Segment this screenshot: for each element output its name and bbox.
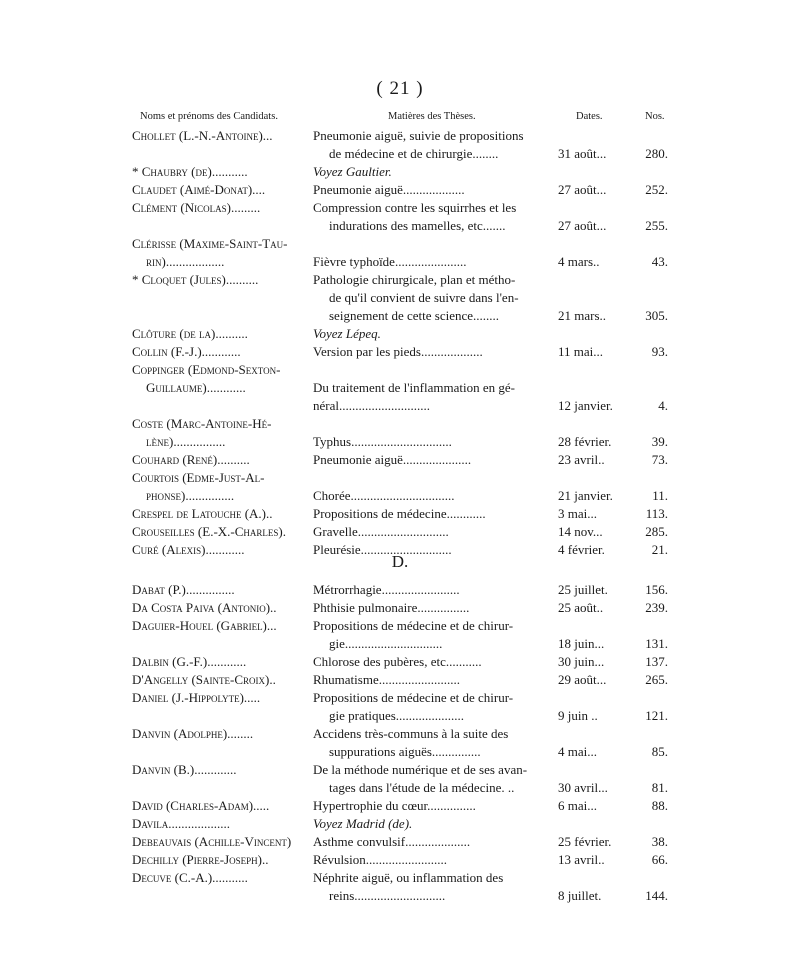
- thesis-subject: [313, 671, 557, 689]
- thesis-subject: [313, 725, 557, 761]
- thesis-number: 239.: [645, 600, 668, 615]
- thesis-date: 4 mai...: [558, 744, 597, 759]
- list-item: [0, 451, 800, 469]
- candidate-name-line: Danvin (Adolphe)........: [132, 726, 254, 741]
- thesis-subject-line: Version par les pieds...................: [313, 344, 483, 359]
- thesis-subject-line: Phthisie pulmonaire................: [313, 600, 470, 615]
- thesis-subject-line: Hypertrophie du cœur...............: [313, 798, 476, 813]
- thesis-subject: [313, 653, 557, 671]
- thesis-date: 8 juillet.: [558, 888, 602, 903]
- thesis-subject: [313, 361, 557, 415]
- thesis-number: 285.: [645, 524, 668, 539]
- thesis-subject: [313, 325, 557, 343]
- thesis-subject-line: de qu'il convient de suivre dans l'en-: [329, 290, 519, 305]
- list-item: [0, 599, 800, 617]
- header-names: Noms et prénoms des Candidats.: [140, 111, 278, 122]
- thesis-subject-line: Chlorose des pubères, etc...........: [313, 654, 482, 669]
- thesis-date: 25 août..: [558, 600, 604, 615]
- candidate-name: [132, 851, 307, 869]
- candidate-name-line: Dechilly (Pierre-Joseph)..: [132, 852, 269, 867]
- thesis-subject-line: [313, 415, 557, 433]
- section-d-entries: [0, 581, 800, 905]
- thesis-subject: [313, 343, 557, 361]
- candidate-name: [132, 523, 307, 541]
- candidate-name: [132, 235, 307, 271]
- list-item: [0, 235, 800, 271]
- thesis-subject-line: Propositions de médecine............: [313, 506, 486, 521]
- candidate-name-line: Danvin (B.).............: [132, 762, 237, 777]
- candidate-name: [132, 815, 307, 833]
- thesis-subject-line: de médecine et de chirurgie........: [329, 146, 499, 161]
- thesis-date: 21 janvier.: [558, 488, 613, 503]
- candidate-name: [132, 415, 307, 451]
- thesis-date: 21 mars..: [558, 308, 607, 323]
- candidate-name-line: Coste (Marc-Antoine-Hé-: [132, 416, 272, 431]
- header-dates: Dates.: [576, 111, 603, 122]
- thesis-number: 255.: [645, 218, 668, 233]
- thesis-subject-line: [313, 235, 557, 253]
- thesis-number: 11.: [652, 488, 668, 503]
- candidate-name: [132, 869, 307, 887]
- thesis-subject-line: Métrorrhagie........................: [313, 582, 460, 597]
- list-item: [0, 415, 800, 451]
- candidate-name: [132, 163, 307, 181]
- thesis-subject: [313, 469, 557, 505]
- thesis-number: 144.: [645, 888, 668, 903]
- thesis-number: 113.: [645, 506, 668, 521]
- thesis-subject: [313, 163, 557, 181]
- thesis-subject-line: De la méthode numérique et de ses avan-: [313, 762, 528, 777]
- thesis-subject-line: Néphrite aiguë, ou inflammation des: [313, 870, 504, 885]
- thesis-number: 66.: [651, 852, 668, 867]
- candidate-name-line: Chollet (L.-N.-Antoine)...: [132, 128, 273, 143]
- candidate-name: [132, 271, 307, 289]
- thesis-number: 4.: [658, 398, 668, 413]
- thesis-subject-line: Voyez Lépeq.: [313, 326, 381, 341]
- page-number: ( 21 ): [376, 78, 424, 99]
- thesis-number: 252.: [645, 182, 668, 197]
- list-item: [0, 671, 800, 689]
- thesis-subject: [313, 235, 557, 271]
- candidate-name-line: Decuve (C.-A.)...........: [132, 870, 248, 885]
- thesis-subject: [313, 869, 557, 905]
- thesis-number: 137.: [645, 654, 668, 669]
- thesis-subject-line: gie..............................: [329, 636, 443, 651]
- thesis-date: 6 mai...: [558, 798, 597, 813]
- thesis-number: 81.: [651, 780, 668, 795]
- candidate-name-line: Daguier-Houel (Gabriel)...: [132, 618, 277, 633]
- thesis-subject-line: Gravelle............................: [313, 524, 449, 539]
- thesis-subject-line: Voyez Gaultier.: [313, 164, 392, 179]
- candidate-name-line: Dalbin (G.-F.)............: [132, 654, 247, 669]
- thesis-number: 121.: [645, 708, 668, 723]
- list-item: [0, 617, 800, 653]
- thesis-date: 31 août...: [558, 146, 607, 161]
- candidate-name: [132, 127, 307, 145]
- candidate-name-line: Debeauvais (Achille-Vincent): [132, 834, 292, 849]
- list-item: [0, 689, 800, 725]
- candidate-name-line: Dabat (P.)...............: [132, 582, 235, 597]
- candidate-name-line: * Cloquet (Jules)..........: [132, 272, 259, 287]
- candidate-name-line: Couhard (René)..........: [132, 452, 250, 467]
- list-item: [0, 181, 800, 199]
- thesis-number: 43.: [651, 254, 668, 269]
- candidate-name-line: David (Charles-Adam).....: [132, 798, 270, 813]
- candidate-name: [132, 451, 307, 469]
- thesis-subject-line: tages dans l'étude de la médecine. ..: [329, 780, 515, 795]
- candidate-name-line: Clément (Nicolas).........: [132, 200, 261, 215]
- list-item: [0, 199, 800, 235]
- candidate-name-line: D'Angelly (Sainte-Croix)..: [132, 672, 276, 687]
- candidate-name-line: Collin (F.-J.)............: [132, 344, 241, 359]
- thesis-subject: [313, 617, 557, 653]
- thesis-date: 25 février.: [558, 834, 612, 849]
- list-item: [0, 343, 800, 361]
- thesis-subject: [313, 505, 557, 523]
- list-item: [0, 653, 800, 671]
- list-item: [0, 163, 800, 181]
- candidate-name: [132, 581, 307, 599]
- thesis-subject-line: Pneumonie aiguë, suivie de propositions: [313, 128, 524, 143]
- thesis-number: 265.: [645, 672, 668, 687]
- thesis-subject: [313, 181, 557, 199]
- thesis-number: 131.: [645, 636, 668, 651]
- thesis-subject-line: suppurations aiguës...............: [329, 744, 481, 759]
- column-header: [0, 111, 800, 127]
- thesis-subject-line: gie pratiques.....................: [329, 708, 465, 723]
- thesis-subject: [313, 415, 557, 451]
- thesis-subject-line: Chorée................................: [313, 488, 455, 503]
- list-item: [0, 581, 800, 599]
- thesis-subject: [313, 815, 557, 833]
- thesis-date: 27 août...: [558, 182, 607, 197]
- candidate-name: [132, 469, 307, 505]
- list-item: [0, 469, 800, 505]
- header-numbers: Nos.: [645, 111, 665, 122]
- candidate-name: [132, 325, 307, 343]
- candidate-name-line: Courtois (Edme-Just-Al-: [132, 470, 265, 485]
- thesis-date: 13 avril..: [558, 852, 605, 867]
- list-item: [0, 869, 800, 905]
- candidate-name-line: Claudet (Aimé-Donat)....: [132, 182, 266, 197]
- thesis-subject-line: Pleurésie............................: [313, 542, 452, 557]
- thesis-subject: [313, 127, 557, 163]
- thesis-number: 93.: [651, 344, 668, 359]
- candidate-name-line: Coppinger (Edmond-Sexton-: [132, 362, 281, 377]
- thesis-date: 4 mars..: [558, 254, 600, 269]
- list-item: [0, 505, 800, 523]
- thesis-subject-line: Fièvre typhoïde......................: [313, 254, 467, 269]
- header-subjects: Matières des Thèses.: [388, 111, 476, 122]
- candidate-name-line: Davila...................: [132, 816, 230, 831]
- candidate-name: [132, 617, 307, 635]
- candidate-name: [132, 343, 307, 361]
- list-item: [0, 361, 800, 415]
- thesis-subject: [313, 851, 557, 869]
- thesis-date: 11 mai...: [558, 344, 604, 359]
- candidate-name: [132, 689, 307, 707]
- thesis-subject: [313, 581, 557, 599]
- thesis-date: 12 janvier.: [558, 398, 613, 413]
- thesis-number: 39.: [651, 434, 668, 449]
- thesis-subject-line: Asthme convulsif....................: [313, 834, 471, 849]
- thesis-subject-line: reins............................: [329, 888, 446, 903]
- thesis-subject: [313, 271, 557, 325]
- candidate-name-line: rin)..................: [146, 254, 225, 269]
- candidate-name-line: Crouseilles (E.-X.-Charles).: [132, 524, 286, 539]
- thesis-date: 30 avril...: [558, 780, 608, 795]
- candidate-name: [132, 199, 307, 217]
- thesis-subject-line: Compression contre les squirrhes et les: [313, 200, 517, 215]
- thesis-number: 280.: [645, 146, 668, 161]
- list-item: [0, 851, 800, 869]
- thesis-subject-line: Propositions de médecine et de chirur-: [313, 690, 514, 705]
- thesis-date: 25 juillet.: [558, 582, 608, 597]
- thesis-subject-line: Pneumonie aiguë.....................: [313, 452, 472, 467]
- thesis-subject-line: Révulsion.........................: [313, 852, 447, 867]
- thesis-date: 29 août...: [558, 672, 607, 687]
- thesis-number: 156.: [645, 582, 668, 597]
- candidate-name-line: Da Costa Paiva (Antonio)..: [132, 600, 277, 615]
- thesis-subject-line: [313, 361, 557, 379]
- section-c-entries: [0, 127, 800, 559]
- candidate-name: [132, 181, 307, 199]
- thesis-date: 3 mai...: [558, 506, 597, 521]
- thesis-date: 30 juin...: [558, 654, 605, 669]
- list-item: [0, 325, 800, 343]
- thesis-subject: [313, 199, 557, 235]
- thesis-number: 73.: [651, 452, 668, 467]
- list-item: [0, 725, 800, 761]
- thesis-subject-line: Propositions de médecine et de chirur-: [313, 618, 514, 633]
- candidate-name: [132, 761, 307, 779]
- candidate-name: [132, 797, 307, 815]
- thesis-date: 4 février.: [558, 542, 605, 557]
- list-item: [0, 797, 800, 815]
- candidate-name: [132, 361, 307, 397]
- thesis-date: 9 juin ..: [558, 708, 598, 723]
- list-item: [0, 833, 800, 851]
- thesis-subject-line: indurations des mamelles, etc.......: [329, 218, 506, 233]
- thesis-date: 27 août...: [558, 218, 607, 233]
- thesis-subject-line: Du traitement de l'inflammation en gé-: [313, 380, 515, 395]
- thesis-number: 305.: [645, 308, 668, 323]
- thesis-date: 18 juin...: [558, 636, 605, 651]
- candidate-name-line: phonse)...............: [146, 488, 235, 503]
- list-item: [0, 761, 800, 797]
- candidate-name-line: Guillaume)............: [146, 380, 246, 395]
- thesis-subject-line: Voyez Madrid (de).: [313, 816, 413, 831]
- thesis-subject-line: Pneumonie aiguë...................: [313, 182, 465, 197]
- candidate-name-line: Crespel de Latouche (A.)..: [132, 506, 273, 521]
- thesis-subject-line: Accidens très-communs à la suite des: [313, 726, 509, 741]
- candidate-name-line: Clôture (de la)..........: [132, 326, 248, 341]
- candidate-name: [132, 671, 307, 689]
- thesis-date: 14 nov...: [558, 524, 603, 539]
- list-item: [0, 815, 800, 833]
- thesis-subject-line: Typhus...............................: [313, 434, 452, 449]
- candidate-name: [132, 653, 307, 671]
- candidate-name-line: Curé (Alexis)............: [132, 542, 245, 557]
- candidate-name: [132, 505, 307, 523]
- list-item: [0, 127, 800, 163]
- thesis-subject: [313, 797, 557, 815]
- thesis-subject: [313, 599, 557, 617]
- candidate-name: [132, 833, 307, 851]
- thesis-subject-line: néral............................: [313, 398, 430, 413]
- candidate-name: [132, 599, 307, 617]
- thesis-subject: [313, 833, 557, 851]
- thesis-subject-line: Pathologie chirurgicale, plan et métho-: [313, 272, 516, 287]
- list-item: [0, 523, 800, 541]
- thesis-subject-line: [313, 469, 557, 487]
- thesis-subject: [313, 761, 557, 797]
- candidate-name: [132, 725, 307, 743]
- thesis-date: 23 avril..: [558, 452, 605, 467]
- candidate-name-line: * Chaubry (de)...........: [132, 164, 248, 179]
- thesis-date: 28 février.: [558, 434, 612, 449]
- candidate-name-line: lène)................: [146, 434, 226, 449]
- thesis-subject-line: Rhumatisme.........................: [313, 672, 460, 687]
- thesis-number: 21.: [651, 542, 668, 557]
- thesis-number: 85.: [651, 744, 668, 759]
- section-letter: D.: [391, 552, 409, 571]
- thesis-subject-line: seignement de cette science........: [329, 308, 500, 323]
- thesis-number: 38.: [651, 834, 668, 849]
- thesis-subject: [313, 451, 557, 469]
- thesis-subject: [313, 523, 557, 541]
- thesis-subject: [313, 689, 557, 725]
- candidate-name-line: Daniel (J.-Hippolyte).....: [132, 690, 261, 705]
- candidate-name-line: Clérisse (Maxime-Saint-Tau-: [132, 236, 288, 251]
- thesis-number: 88.: [651, 798, 668, 813]
- list-item: [0, 271, 800, 325]
